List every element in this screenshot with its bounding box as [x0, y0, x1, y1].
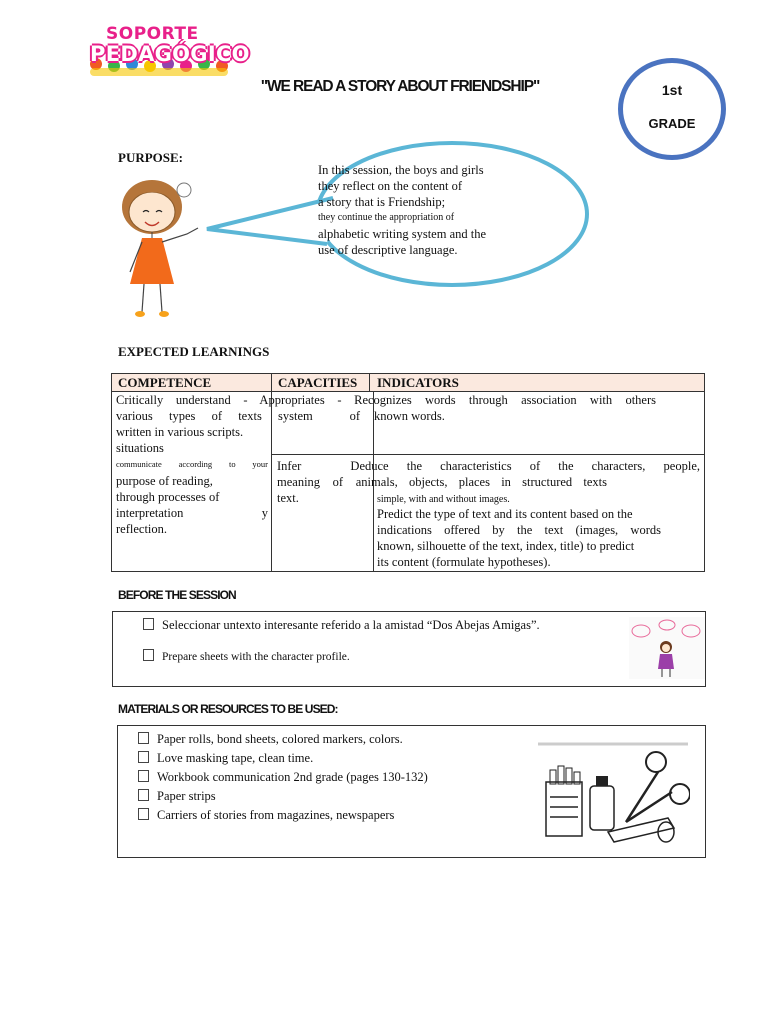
- material-item: [138, 808, 394, 823]
- materials-heading: MATERIALS OR RESOURCES TO BE USED:: [118, 702, 338, 716]
- competence-table: [111, 373, 705, 572]
- checkbox-icon: [138, 808, 149, 820]
- row2-competence-line: interpretation y: [116, 506, 268, 520]
- row1-competence-b: various types of texts sys: [116, 409, 294, 423]
- material-item-text: Paper rolls, bond sheets, colored markers, colors.: [157, 732, 403, 746]
- checkbox-icon: [138, 732, 149, 744]
- before-session-heading: BEFORE THE SESSION: [118, 588, 236, 602]
- row2-indicator-line: its content (formulate hypotheses).: [377, 555, 551, 569]
- row2-competence-line: reflection.: [116, 522, 168, 536]
- row2-indicator-small: simple, with and without images.: [377, 494, 510, 505]
- before-session-box: [112, 611, 706, 687]
- school-supplies-image: [538, 742, 690, 854]
- logo-text-top: SOPORTE: [106, 24, 199, 44]
- row2-capacity-c: text.: [277, 491, 299, 505]
- row2-competence-small: communicate according to your: [116, 459, 268, 469]
- material-item: [138, 751, 313, 766]
- row1-competence-c: written in various scripts.: [116, 425, 244, 439]
- grade-number: 1st: [661, 82, 683, 98]
- row2-competence-line: through processes of: [116, 490, 220, 504]
- checkbox-icon: [138, 789, 149, 801]
- before-item: [143, 618, 540, 633]
- row1-competence-a: Critically understand - Appropriates - Re: [116, 393, 368, 407]
- material-item: [138, 789, 216, 804]
- grade-label: GRADE: [648, 116, 696, 131]
- purpose-heading: PURPOSE:: [118, 150, 183, 165]
- checkbox-icon: [143, 618, 154, 630]
- purpose-text: [318, 162, 523, 258]
- row1-capacity-b: tem of: [294, 409, 360, 423]
- grade-circle: [618, 58, 726, 160]
- row1-indicator-b: known words.: [374, 409, 445, 423]
- materials-box: [117, 725, 706, 858]
- purpose-line: a story that is Friendship;: [318, 195, 446, 209]
- before-item-text: Seleccionar untexto interesante referido a la amistad “Dos Abejas Amigas”.: [162, 618, 540, 632]
- purpose-line: In this session, the boys and girls: [318, 163, 484, 177]
- checkbox-icon: [138, 770, 149, 782]
- purpose-line: they reflect on the content of: [318, 179, 463, 193]
- purpose-line: use of descriptive language.: [318, 243, 458, 257]
- header-capacities: CAPACITIES: [278, 375, 358, 390]
- row2-competence-line: purpose of reading,: [116, 474, 213, 488]
- thinking-girl-image: [629, 617, 705, 679]
- expected-learnings-heading: EXPECTED LEARNINGS: [118, 344, 270, 359]
- material-item-text: Love masking tape, clean time.: [157, 751, 314, 765]
- purpose-line: alphabetic writing system and the: [318, 227, 487, 241]
- material-item-text: Paper strips: [157, 789, 216, 803]
- page-title: "WE READ A STORY ABOUT FRIENDSHIP": [260, 78, 540, 95]
- logo: [84, 22, 250, 80]
- material-item: [138, 732, 403, 747]
- row1-indicator-a: cognizes words through association with others: [368, 393, 656, 407]
- logo-text-bottom: PEDAGÓGICO: [90, 42, 250, 66]
- material-item-text: Workbook communication 2nd grade (pages 130-132): [157, 770, 428, 784]
- girl-illustration: [112, 172, 207, 322]
- purpose-line: they continue the appropriation of: [318, 212, 455, 223]
- checkbox-icon: [143, 649, 154, 661]
- row2-capacity-b: meaning of ani: [277, 475, 371, 489]
- row2-capacity-a: Infer De: [277, 459, 365, 473]
- row2-indicator-b: mals, objects, places in structured texts: [371, 475, 607, 489]
- before-item-text: Prepare sheets with the character profile.: [162, 651, 350, 663]
- checkbox-icon: [138, 751, 149, 763]
- row1-competence-d: situations: [116, 441, 164, 455]
- header-competence: COMPETENCE: [118, 375, 212, 390]
- material-item: [138, 770, 428, 785]
- row2-indicator-line: known, silhouette of the text, index, title) to predict: [377, 539, 635, 553]
- row2-indicator-line: Predict the type of text and its content based on the: [377, 507, 633, 521]
- header-indicators: INDICATORS: [377, 375, 459, 390]
- row2-indicator-line: indications offered by the text (images, words: [377, 523, 661, 537]
- material-item-text: Carriers of stories from magazines, newspapers: [157, 808, 395, 822]
- row2-indicator-a: duce the characteristics of the characters, people,: [365, 459, 700, 473]
- before-item: [143, 649, 350, 663]
